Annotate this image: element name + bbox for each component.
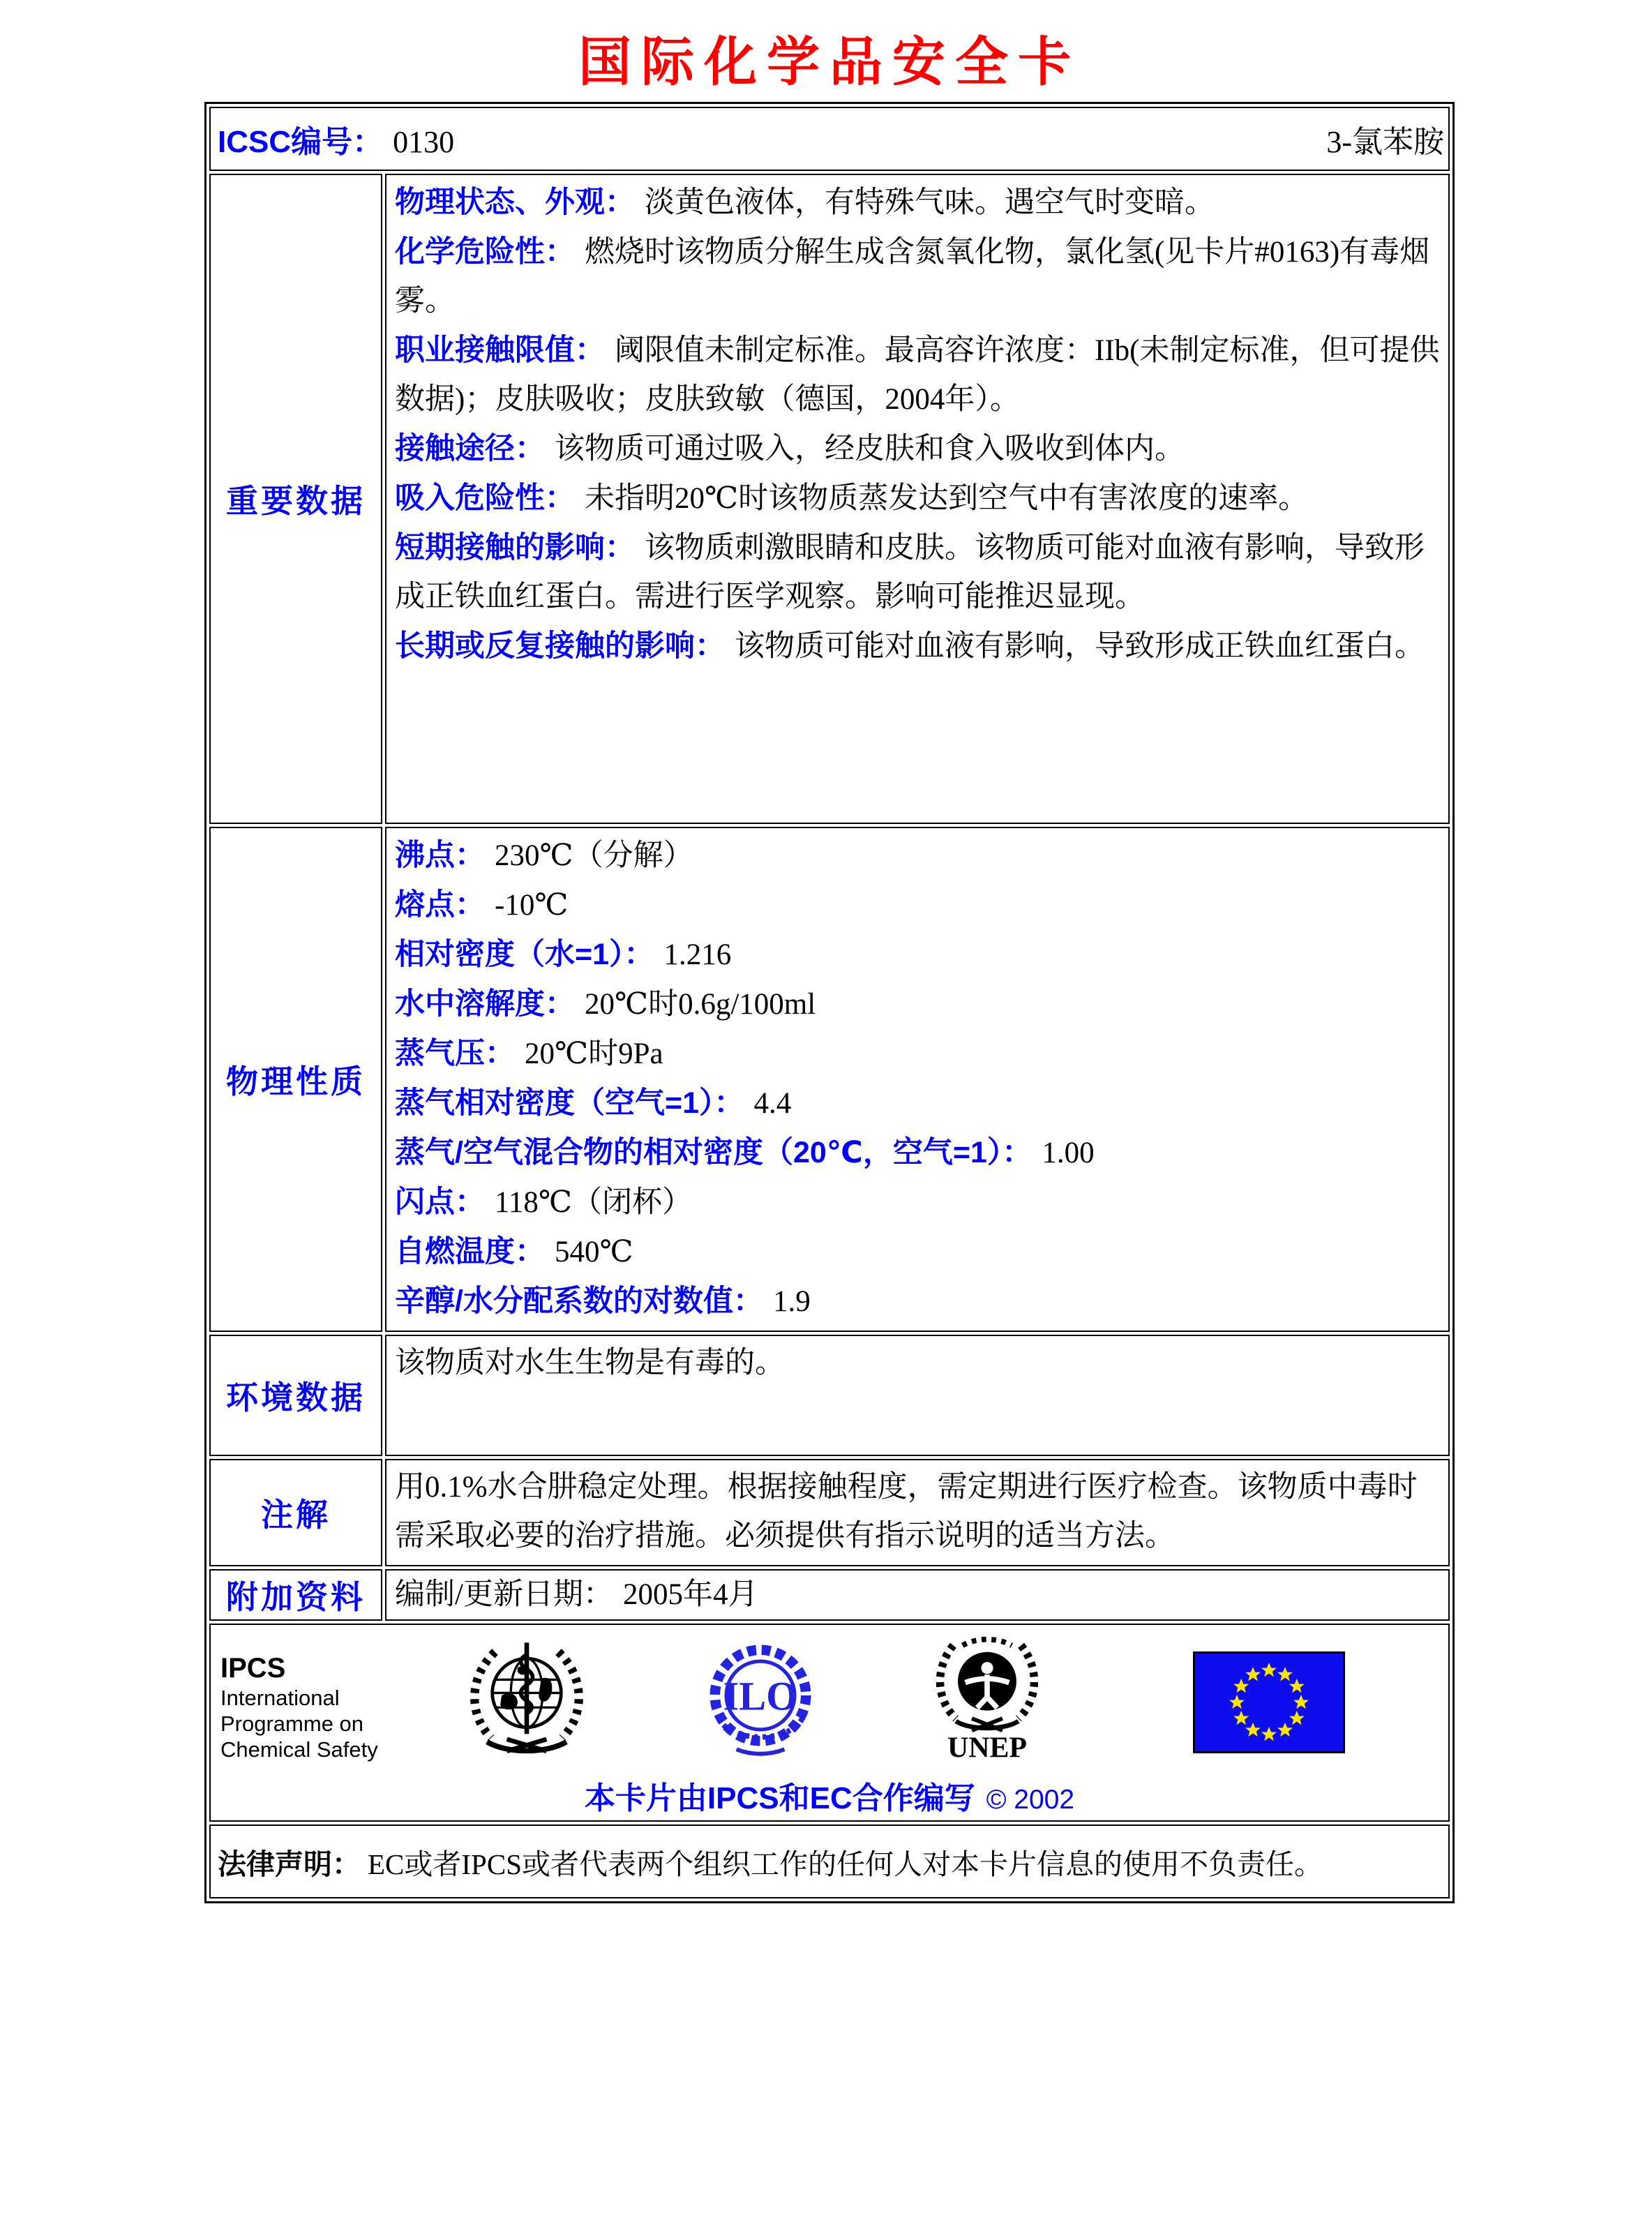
ilo-logo-icon [700, 1640, 820, 1759]
legal-row [209, 1824, 1450, 1898]
kv-line: 辛醇/水分配系数的对数值： 1.9 [395, 1284, 811, 1318]
kv-line: 闪点： 118℃（闭杯） [395, 1185, 693, 1219]
footer-caption [211, 1773, 1448, 1818]
physical-properties-label: 物理性质 [209, 827, 382, 1332]
unep-logo-icon [931, 1633, 1044, 1763]
kv-line: 短期接触的影响： 该物质刺激眼睛和皮肤。该物质可能对血液有影响，导致形成正铁血红蛋白。需进行医学观察。影响可能推迟显现。 [395, 531, 1425, 613]
kv-line: 化学危险性： 燃烧时该物质分解生成含氮氧化物，氯化氢(见卡片#0163)有毒烟雾。 [395, 235, 1430, 317]
ipcs-title: IPCS [220, 1653, 286, 1684]
copyright-text: © 2002 [986, 1785, 1075, 1815]
icsc-number-group [218, 117, 454, 161]
card-content [204, 0, 1455, 1903]
kv-line: 职业接触限值： 阈限值未制定标准。最高容许浓度：IIb(未制定标准，但可提供数据)；皮肤吸收；皮肤致敏（德国，2004年）。 [395, 334, 1440, 416]
important-data-label: 重要数据 [209, 174, 382, 824]
icsc-number-value: 0130 [393, 125, 455, 159]
notes-label: 注解 [209, 1459, 382, 1566]
notes-text: 用0.1%水合肼稳定处理。根据接触程度，需定期进行医疗检查。该物质中毒时需采取必要的治疗措施。必须提供有指示说明的适当方法。 [395, 1471, 1418, 1552]
physical-properties-content [385, 827, 1450, 1332]
kv-line: 水中溶解度： 20℃时0.6g/100ml [395, 987, 816, 1021]
unep-letters: UNEP [947, 1732, 1028, 1763]
additional-info-row [209, 1569, 1450, 1621]
environmental-data-label: 环境数据 [209, 1335, 382, 1456]
notes-row [209, 1459, 1450, 1566]
kv-line: 自燃温度： 540℃ [395, 1235, 633, 1268]
physical-properties-row [209, 827, 1450, 1332]
icsc-number-label: ICSC编号： [218, 125, 384, 159]
who-logo-icon [460, 1635, 593, 1762]
environmental-data-content [385, 1335, 1450, 1456]
page-title: 国际化学品安全卡 [578, 31, 1081, 93]
kv-line: 蒸气相对密度（空气=1）： 4.4 [395, 1086, 792, 1120]
ipcs-text-block: IPCS International Programme on Chemical Safety [220, 1653, 378, 1762]
additional-info-content [385, 1569, 1450, 1621]
kv-line: 长期或反复接触的影响： 该物质可能对血液有影响，导致形成正铁血红蛋白。 [395, 629, 1425, 663]
legal-notice [211, 1841, 1448, 1882]
kv-line: 熔点： -10℃ [395, 888, 569, 922]
chemical-name: 3-氯苯胺 [1326, 125, 1444, 159]
notes-content [385, 1459, 1450, 1566]
kv-line: 物理状态、外观： 淡黄色液体，有特殊气味。遇空气时变暗。 [395, 186, 1215, 219]
ilo-letters: ILO [723, 1673, 798, 1719]
kv-line: 接触途径： 该物质可通过吸入，经皮肤和食入吸收到体内。 [395, 432, 1185, 465]
eu-flag-icon [1193, 1651, 1345, 1753]
environmental-data-row [209, 1335, 1450, 1456]
legal-text: EC或者IPCS或者代表两个组织工作的任何人对本卡片信息的使用不负责任。 [368, 1848, 1323, 1880]
caption-text: 本卡片由IPCS和EC合作编写 [584, 1781, 975, 1815]
additional-info-label: 附加资料 [209, 1569, 382, 1621]
header-row [209, 107, 1450, 171]
kv-line: 相对密度（水=1）： 1.216 [395, 938, 732, 971]
kv-line: 沸点： 230℃（分解） [395, 839, 693, 872]
important-data-content [385, 174, 1450, 824]
kv-line: 蒸气压： 20℃时9Pa [395, 1037, 663, 1070]
important-data-row [209, 174, 1450, 824]
kv-line: 编制/更新日期： 2005年4月 [395, 1578, 758, 1611]
environmental-data-text: 该物质对水生生物是有毒的。 [395, 1347, 785, 1379]
kv-line: 吸入危险性： 未指明20℃时该物质蒸发达到空气中有害浓度的速率。 [395, 481, 1309, 515]
legal-label: 法律声明： [218, 1848, 361, 1880]
safety-card-table [204, 102, 1455, 1903]
logos-row [209, 1624, 1450, 1822]
kv-line: 蒸气/空气混合物的相对密度（20℃，空气=1）： 1.00 [395, 1136, 1095, 1169]
header-bar [211, 117, 1448, 161]
